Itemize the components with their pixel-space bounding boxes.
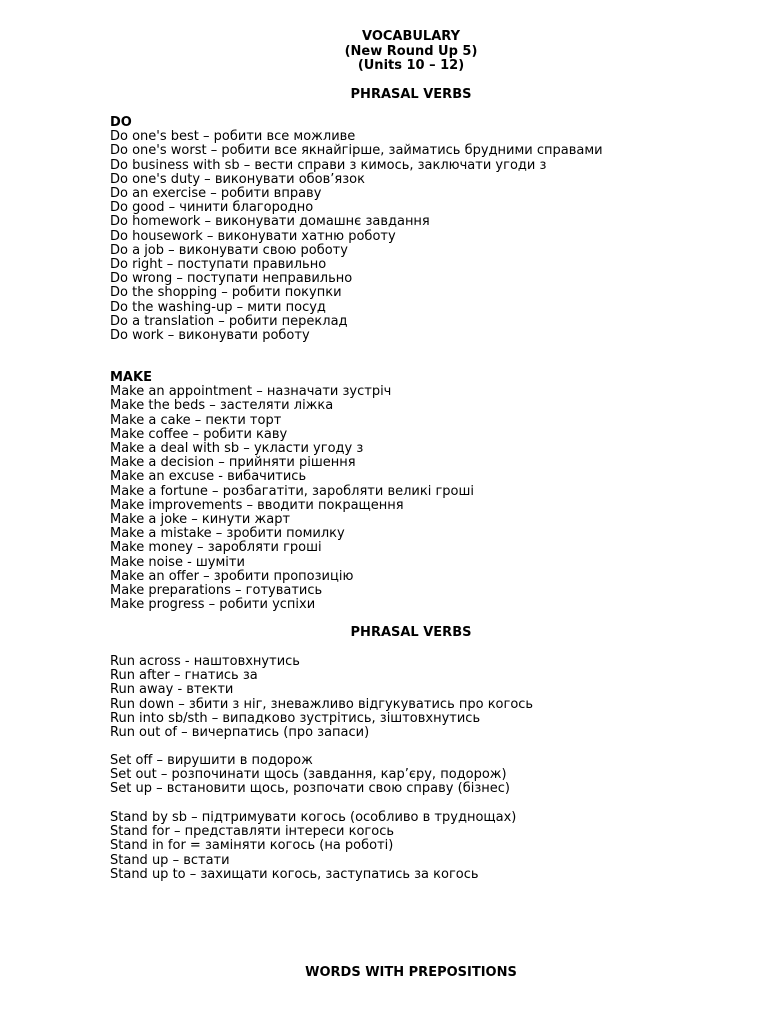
make-item: Make improvements – вводити покращення <box>110 497 404 513</box>
stand-item: Stand up to – захищати когось, заступатись за когось <box>110 866 479 882</box>
title-line-units: (Units 10 – 12) <box>357 58 465 73</box>
make-item: Make a decision – прийняти рішення <box>110 455 356 471</box>
set-item: Set out – розпочинати щось (завдання, кар’єру, подорож) <box>110 767 507 783</box>
make-item: Make an offer – зробити пропозицію <box>110 568 354 584</box>
make-section <box>110 371 760 612</box>
make-item: Make a deal with sb – укласти угоду з <box>110 441 364 457</box>
do-item: Do a translation – робити переклад <box>110 313 348 329</box>
make-item: Make noise - шуміти <box>110 554 245 570</box>
title-line-vocabulary: VOCABULARY <box>361 29 460 44</box>
do-item: Do an exercise – робити вправу <box>110 186 322 202</box>
do-item: Do homework – виконувати домашнє завдання <box>110 214 430 230</box>
stand-item: Stand for – представляти інтереси когось <box>110 824 395 840</box>
section-heading-phrasal-verbs-1: PHRASAL VERBS <box>350 87 472 102</box>
run-item: Run out of – вичерпатись (про запаси) <box>110 725 370 741</box>
do-item: Do one's best – робити все можливе <box>110 129 356 145</box>
run-item: Run across - наштовхнутись <box>110 654 300 669</box>
do-heading: DO <box>110 115 132 130</box>
make-item: Make coffee – робити каву <box>110 426 288 442</box>
make-item: Make a mistake – зробити помилку <box>110 526 345 542</box>
make-item: Make a fortune – розбагатіти, заробляти великі гроші <box>110 483 474 499</box>
set-item: Set up – встановити щось, розпочати свою справу (бізнес) <box>110 781 510 797</box>
make-item: Make an excuse - вибачитись <box>110 469 307 485</box>
run-item: Run down – збити з ніг, зневажливо відгукуватись про когось <box>110 696 534 712</box>
make-item: Make money – заробляти гроші <box>110 540 322 556</box>
make-item: Make the beds – застеляти ліжка <box>110 398 334 414</box>
section-heading-phrasal-verbs-2: PHRASAL VERBS <box>350 625 472 640</box>
run-item: Run after – гнатись за <box>110 668 258 684</box>
set-section <box>110 754 760 797</box>
document-title <box>0 30 768 74</box>
do-item: Do housework – виконувати хатню роботу <box>110 228 396 244</box>
stand-item: Stand by sb – підтримувати когось (особливо в труднощах) <box>110 810 517 825</box>
do-item: Do a job – виконувати свою роботу <box>110 242 348 258</box>
section-heading-words-with-prepositions: WORDS WITH PREPOSITIONS <box>305 965 517 980</box>
make-item: Make a joke – кинути жарт <box>110 512 291 528</box>
do-item: Do good – чинити благородно <box>110 200 314 216</box>
make-item: Make progress – робити успіхи <box>110 597 316 613</box>
stand-item: Stand up – встати <box>110 852 230 868</box>
title-line-book: (New Round Up 5) <box>344 43 478 59</box>
set-item: Set off – вирушити в подорож <box>110 753 313 768</box>
do-item: Do the washing-up – мити посуд <box>110 299 326 315</box>
do-section <box>110 116 760 343</box>
do-item: Do the shopping – робити покупки <box>110 285 342 301</box>
do-item: Do wrong – поступати неправильно <box>110 271 353 287</box>
run-item: Run away - втекти <box>110 682 234 698</box>
do-item: Do one's duty – виконувати обов’язок <box>110 171 365 187</box>
make-item: Make a cake – пекти торт <box>110 412 282 428</box>
make-item: Make an appointment – назначати зустріч <box>110 384 392 400</box>
make-heading: MAKE <box>110 370 152 385</box>
do-item: Do right – поступати правильно <box>110 257 327 273</box>
run-section <box>110 655 760 740</box>
do-item: Do business with sb – вести справи з кимось, заключати угоди з <box>110 157 547 173</box>
stand-item: Stand in for = заміняти когось (на роботі) <box>110 838 394 854</box>
do-item: Do one's worst – робити все якнайгірше, займатись брудними справами <box>110 143 603 159</box>
do-item: Do work – виконувати роботу <box>110 328 310 344</box>
stand-section <box>110 811 760 882</box>
run-item: Run into sb/sth – випадково зустрітись, зіштовхнутись <box>110 710 481 726</box>
make-item: Make preparations – готуватись <box>110 583 323 599</box>
